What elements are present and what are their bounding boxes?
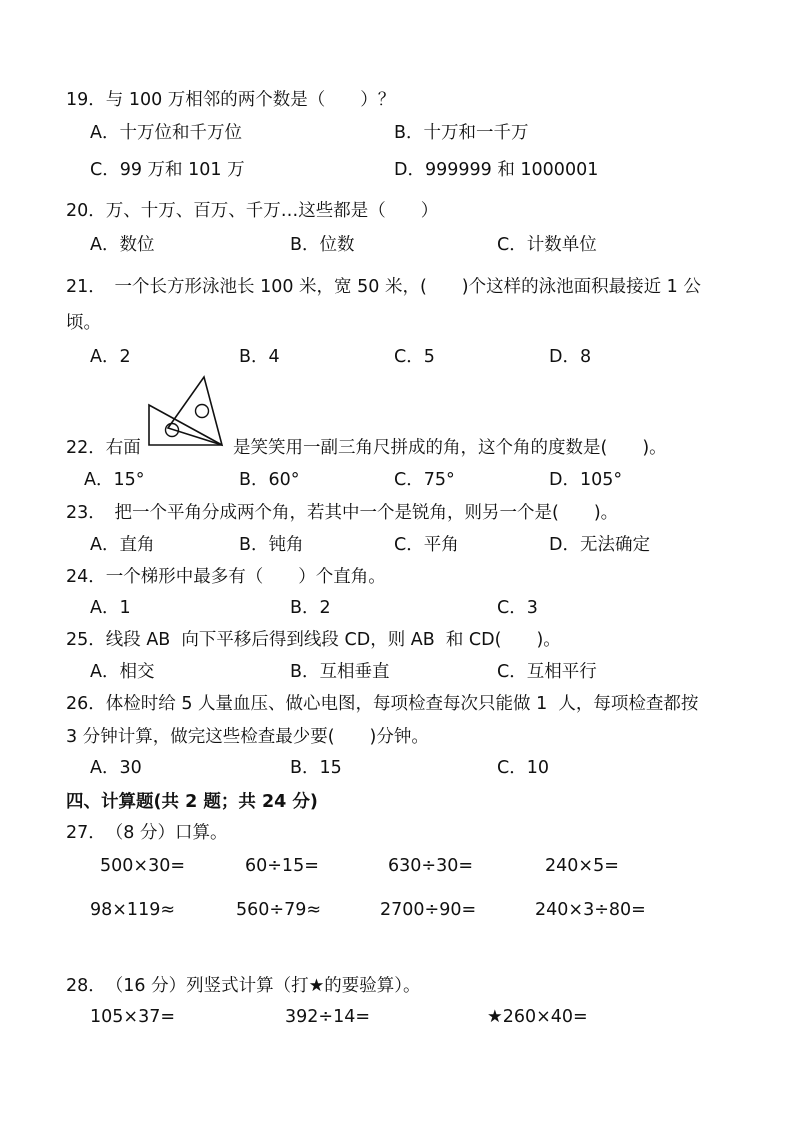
q27-expr-3: 630÷30= xyxy=(388,856,473,876)
q25-option-b: B．互相垂直 xyxy=(290,662,390,682)
q19-option-b: B．十万和一千万 xyxy=(394,123,529,143)
q20-stem: 20．万、十万、百万、千万…这些都是（ ） xyxy=(66,201,439,221)
q23-option-b: B．钝角 xyxy=(239,535,304,555)
q23-option-a: A．直角 xyxy=(90,535,155,555)
q27-expr-5: 98×119≈ xyxy=(90,900,175,920)
q24-stem: 24．一个梯形中最多有（ ）个直角。 xyxy=(66,567,386,587)
q27-expr-8: 240×3÷80= xyxy=(535,900,646,920)
q26-option-c: C．10 xyxy=(497,758,549,778)
q22-option-a: A．15° xyxy=(84,470,145,490)
q21-option-b: B．4 xyxy=(239,347,280,367)
q22-option-b: B．60° xyxy=(239,470,300,490)
q22-stem-prefix: 22．右面 xyxy=(66,438,141,458)
q27-expr-6: 560÷79≈ xyxy=(236,900,321,920)
q24-option-c: C．3 xyxy=(497,598,538,618)
q22-option-c: C．75° xyxy=(394,470,455,490)
q25-option-a: A．相交 xyxy=(90,662,155,682)
q20-option-b: B．位数 xyxy=(290,235,355,255)
q21-option-a: A．2 xyxy=(90,347,131,367)
q20-option-a: A．数位 xyxy=(90,235,155,255)
triangle-rulers-figure xyxy=(146,374,228,448)
q28-expr-2: 392÷14= xyxy=(285,1007,370,1027)
q26-option-a: A．30 xyxy=(90,758,142,778)
q19-option-a: A．十万位和千万位 xyxy=(90,123,242,143)
q19-option-c: C．99 万和 101 万 xyxy=(90,160,245,180)
q20-option-c: C．计数单位 xyxy=(497,235,597,255)
q27-expr-7: 2700÷90= xyxy=(380,900,477,920)
q25-stem: 25．线段 AB 向下平移后得到线段 CD，则 AB 和 CD( )。 xyxy=(66,630,561,650)
q22-stem-suffix: 是笑笑用一副三角尺拼成的角，这个角的度数是( )。 xyxy=(233,438,667,458)
q25-option-c: C．互相平行 xyxy=(497,662,597,682)
q26-option-b: B．15 xyxy=(290,758,342,778)
q24-option-a: A．1 xyxy=(90,598,131,618)
q28-stem: 28． （16 分）列竖式计算（打★的要验算）。 xyxy=(66,976,421,996)
q21-option-d: D．8 xyxy=(549,347,592,367)
q26-stem-line1: 26．体检时给 5 人量血压、做心电图，每项检查每次只能做 1 人，每项检查都按 xyxy=(66,694,699,714)
q23-stem: 23． 把一个平角分成两个角，若其中一个是锐角，则另一个是( )。 xyxy=(66,503,619,523)
q27-expr-1: 500×30= xyxy=(100,856,185,876)
q21-stem-line1: 21． 一个长方形泳池长 100 米，宽 50 米，( )个这样的泳池面积最接近 1 公 xyxy=(66,277,701,297)
q19-stem: 19．与 100 万相邻的两个数是（ ）？ xyxy=(66,90,396,110)
q26-stem-line2: 3 分钟计算，做完这些检查最少要( )分钟。 xyxy=(66,727,429,747)
q27-stem: 27． （8 分）口算。 xyxy=(66,823,228,843)
q24-option-b: B．2 xyxy=(290,598,331,618)
section-heading: 四、计算题(共 2 题；共 24 分) xyxy=(66,792,318,812)
q23-option-d: D．无法确定 xyxy=(549,535,650,555)
q27-expr-4: 240×5= xyxy=(545,856,619,876)
q27-expr-2: 60÷15= xyxy=(245,856,319,876)
q23-option-c: C．平角 xyxy=(394,535,459,555)
q28-expr-1: 105×37= xyxy=(90,1007,175,1027)
q21-option-c: C．5 xyxy=(394,347,435,367)
q19-option-d: D．999999 和 1000001 xyxy=(394,160,599,180)
q21-stem-line2: 顷。 xyxy=(66,313,101,333)
q28-expr-3: ★260×40= xyxy=(487,1007,588,1027)
q22-option-d: D．105° xyxy=(549,470,623,490)
